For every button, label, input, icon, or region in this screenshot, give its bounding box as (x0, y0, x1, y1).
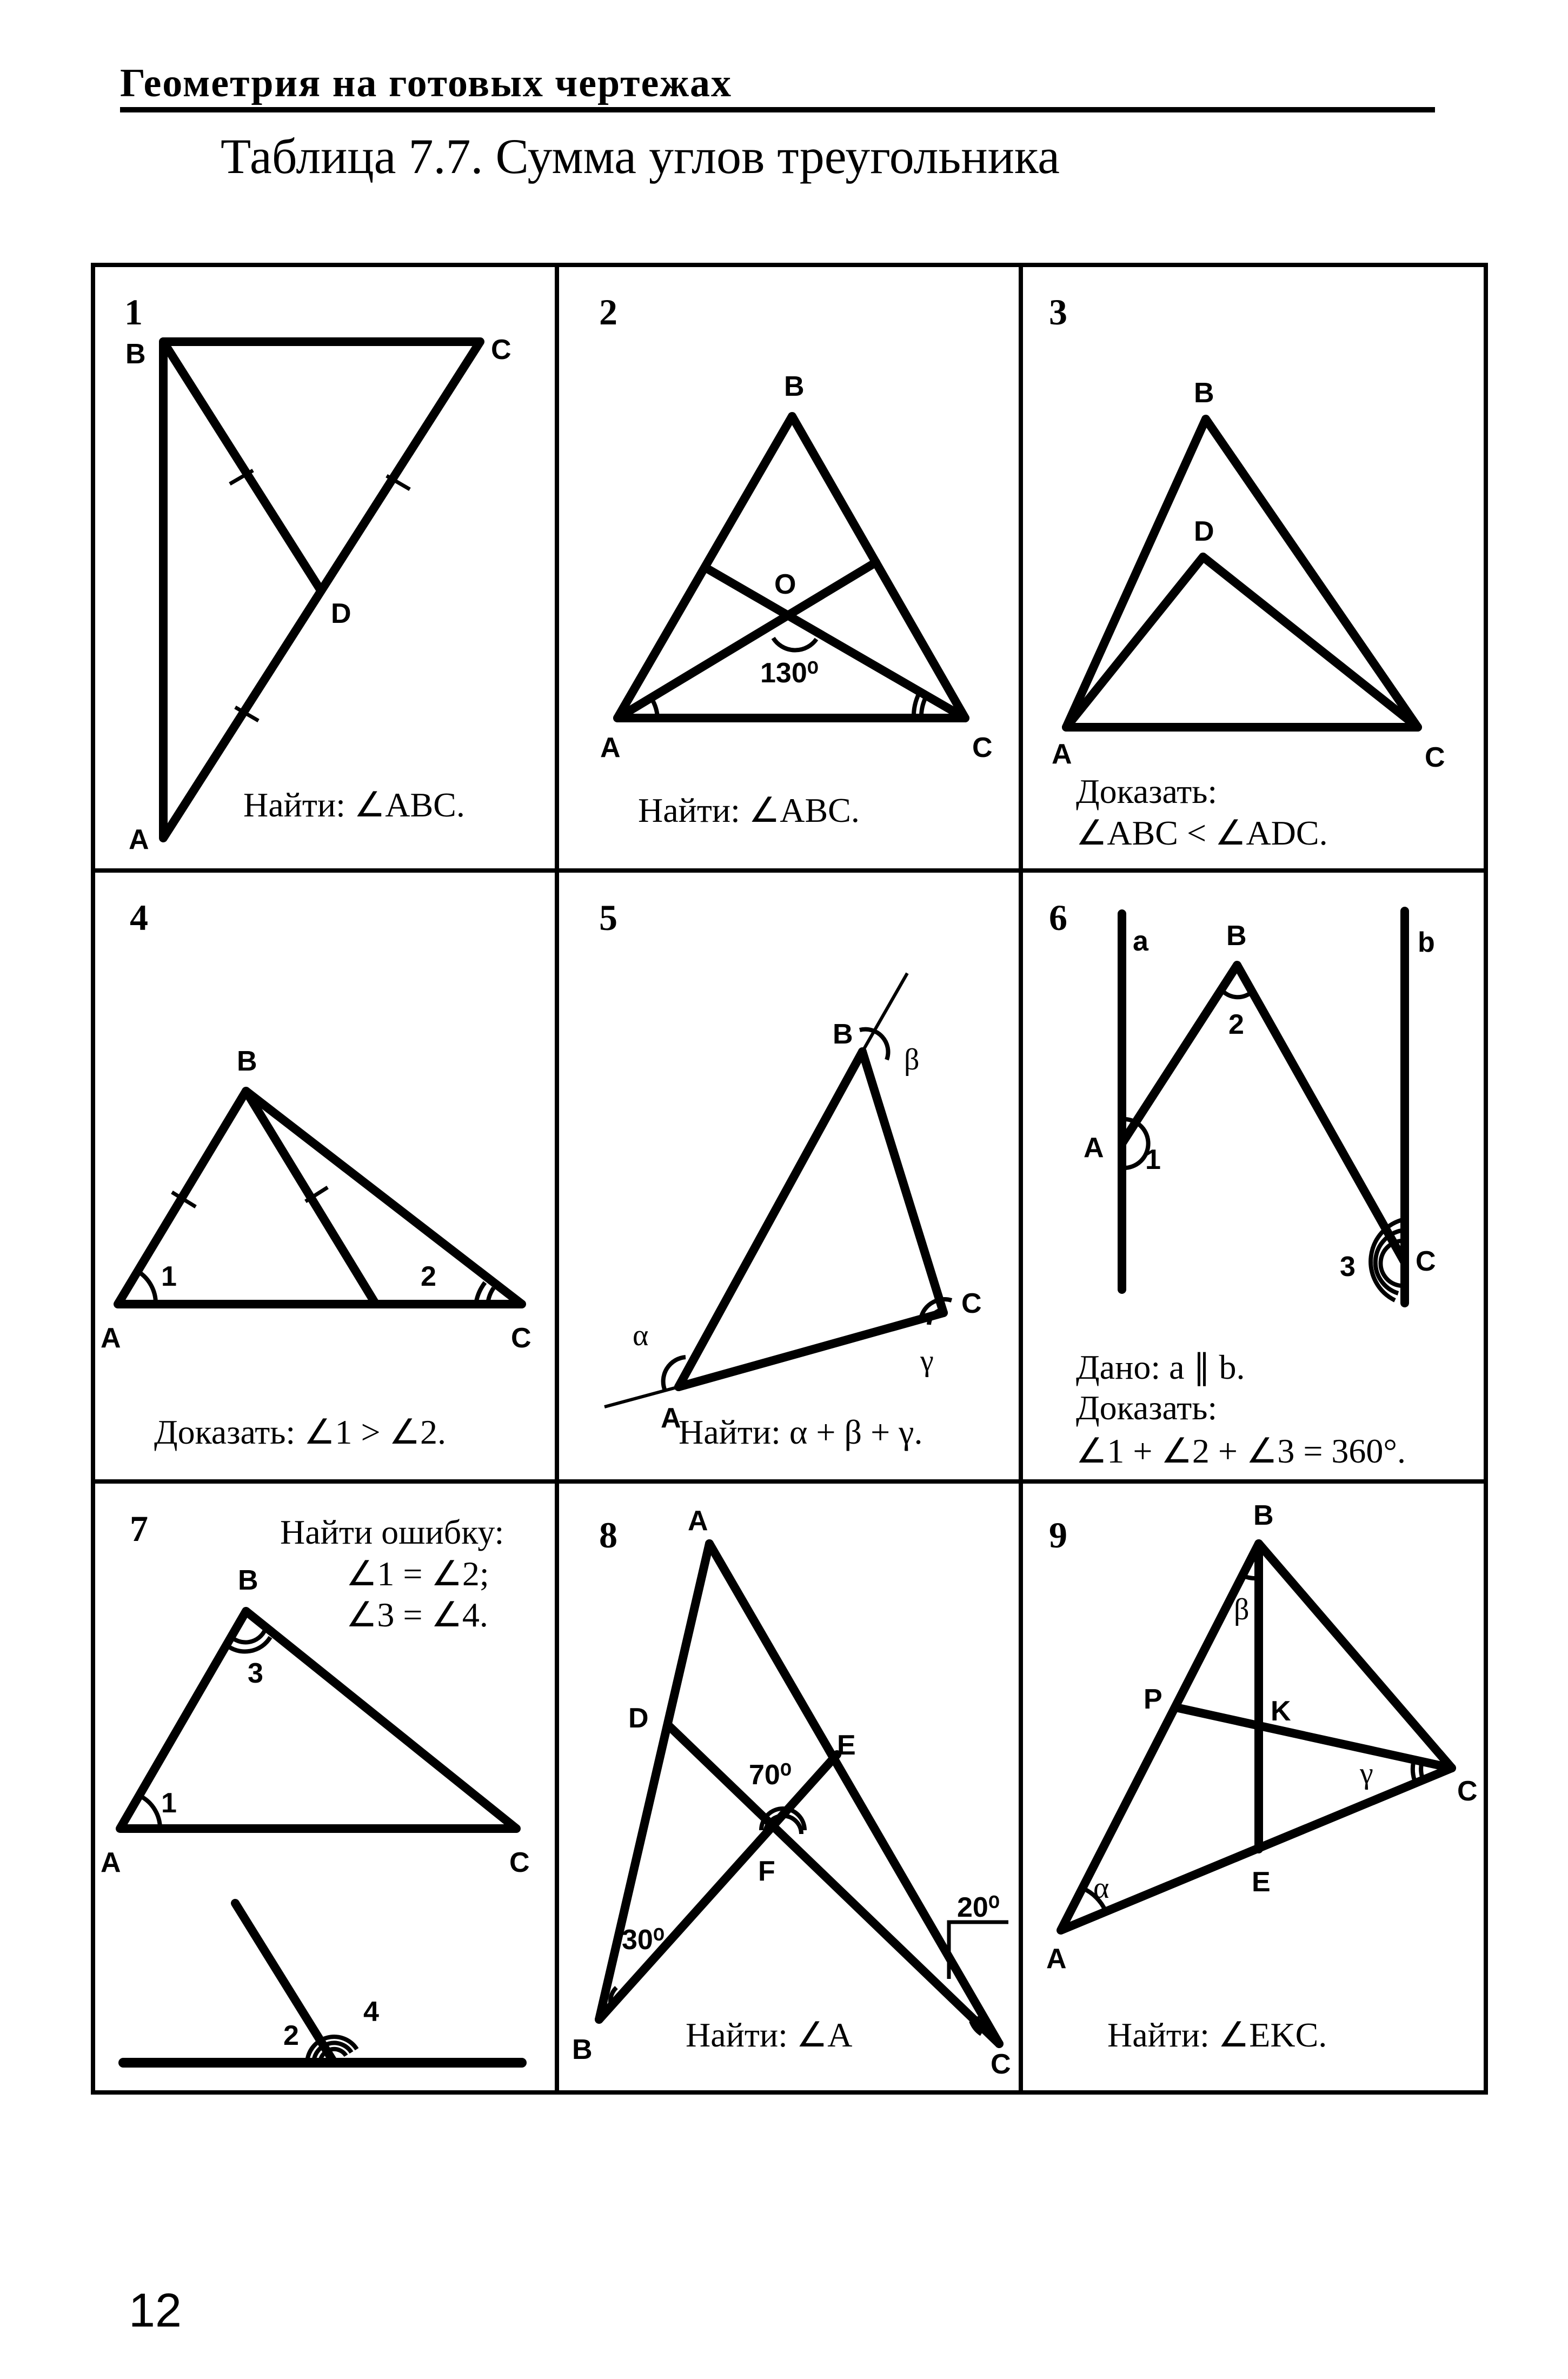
task-text: Доказать: (1076, 772, 1218, 810)
cell-number: 4 (130, 897, 148, 938)
vertex-label: C (491, 334, 511, 366)
angle-label: β (1234, 1593, 1250, 1626)
cell-number: 6 (1049, 897, 1067, 938)
task-text: Найти ошибку: (280, 1513, 504, 1551)
task-text: Доказать: ∠1 > ∠2. (154, 1413, 446, 1451)
cell-number: 8 (599, 1514, 617, 1556)
figure-3 (1066, 419, 1418, 727)
vertex-label: O (774, 569, 796, 600)
angle-label: β (904, 1043, 920, 1076)
page-number: 12 (129, 2283, 182, 2337)
vertex-label: A (661, 1403, 681, 1434)
angle-label: γ (1360, 1757, 1373, 1790)
vertex-label: A (1046, 1943, 1067, 1975)
vertex-label: C (1425, 742, 1445, 773)
cell-8 (572, 1505, 1011, 2080)
angle-label: 2 (283, 2020, 299, 2051)
angle-label: 1 (1145, 1144, 1161, 1175)
cell-5 (599, 897, 982, 1451)
cell-6 (1049, 897, 1436, 1470)
vertex-label: A (600, 732, 621, 763)
figure-6 (1122, 911, 1405, 1303)
vertex-label: B (1194, 377, 1214, 409)
task-text: Найти: ∠A (686, 2016, 853, 2054)
cell-number: 3 (1049, 291, 1067, 333)
cell-number: 7 (130, 1508, 148, 1549)
angle-label: 2 (421, 1261, 436, 1292)
cell-7 (101, 1508, 530, 2063)
cell-9 (1046, 1500, 1478, 2054)
vertex-label: B (833, 1019, 853, 1050)
book-title: Геометрия на готовых чертежах (120, 61, 733, 105)
task-text: Доказать: (1076, 1388, 1218, 1427)
angle-label: 30⁰ (622, 1924, 665, 1956)
cell-number: 5 (599, 897, 617, 938)
vertex-label: B (237, 1046, 257, 1077)
angle-label: 2 (1228, 1009, 1244, 1040)
cell-number: 1 (124, 291, 143, 333)
vertex-label: K (1271, 1696, 1291, 1727)
vertex-label: A (101, 1847, 121, 1878)
vertex-label: A (101, 1323, 121, 1354)
figure-7 (120, 1611, 522, 2063)
vertex-label: C (509, 1847, 530, 1878)
figure-1 (163, 342, 480, 838)
vertex-label: B (1226, 920, 1247, 952)
vertex-label: C (961, 1288, 982, 1319)
angle-label: 4 (363, 1996, 379, 2028)
vertex-label: E (1252, 1866, 1271, 1898)
vertex-label: D (628, 1703, 649, 1734)
angle-label: γ (920, 1344, 934, 1378)
vertex-label: B (238, 1565, 258, 1596)
vertex-label: P (1144, 1684, 1162, 1715)
task-text: Найти: ∠ABC. (638, 791, 860, 829)
line-label: b (1418, 927, 1435, 958)
task-text: Дано: a ∥ b. (1076, 1348, 1245, 1386)
angle-label: α (633, 1319, 649, 1352)
vertex-label: B (125, 338, 146, 370)
task-text: Найти: α + β + γ. (679, 1413, 923, 1451)
angle-label: 1 (161, 1261, 177, 1292)
cell-number: 9 (1049, 1514, 1067, 1556)
cell-2 (599, 291, 993, 829)
angle-label: α (1093, 1871, 1109, 1905)
vertex-label: B (572, 2034, 593, 2065)
vertex-label: D (1194, 516, 1214, 547)
vertex-label: A (1052, 739, 1072, 770)
vertex-label: C (1416, 1246, 1436, 1277)
angle-label: 3 (248, 1658, 263, 1689)
vertex-label: C (991, 2049, 1011, 2080)
vertex-label: D (331, 598, 351, 629)
figure-8 (599, 1544, 1008, 2044)
vertex-label: B (1253, 1500, 1274, 1531)
task-text: ∠1 + ∠2 + ∠3 = 360°. (1076, 1432, 1406, 1470)
cell-number: 2 (599, 291, 617, 333)
angle-label: 130⁰ (760, 657, 819, 689)
task-text: Найти: ∠ABC. (243, 786, 465, 824)
line-label: a (1133, 926, 1148, 957)
figure-5 (604, 973, 952, 1407)
vertex-label: A (129, 824, 149, 855)
task-text: ∠1 = ∠2; (346, 1554, 489, 1593)
task-text: ∠3 = ∠4. (346, 1596, 488, 1634)
task-text: Найти: ∠EKC. (1107, 2016, 1327, 2054)
vertex-label: A (1084, 1132, 1104, 1164)
vertex-label: E (837, 1730, 856, 1761)
vertex-label: F (758, 1856, 775, 1887)
angle-label: 1 (161, 1787, 177, 1819)
vertex-label: A (688, 1505, 708, 1537)
cell-3 (1049, 291, 1445, 852)
vertex-label: C (1457, 1776, 1478, 1807)
cell-4 (101, 897, 531, 1451)
vertex-label: C (972, 732, 993, 763)
vertex-label: B (784, 371, 805, 402)
task-text: ∠ABC < ∠ADC. (1076, 814, 1328, 852)
table-title: Таблица 7.7. Сумма углов треугольника (221, 129, 1060, 184)
angle-label: 70⁰ (749, 1759, 792, 1791)
cell-1 (124, 291, 511, 855)
figure-4 (118, 1091, 522, 1304)
angle-label: 3 (1340, 1251, 1356, 1282)
vertex-label: C (511, 1323, 531, 1354)
angle-label: 20⁰ (957, 1892, 1000, 1923)
